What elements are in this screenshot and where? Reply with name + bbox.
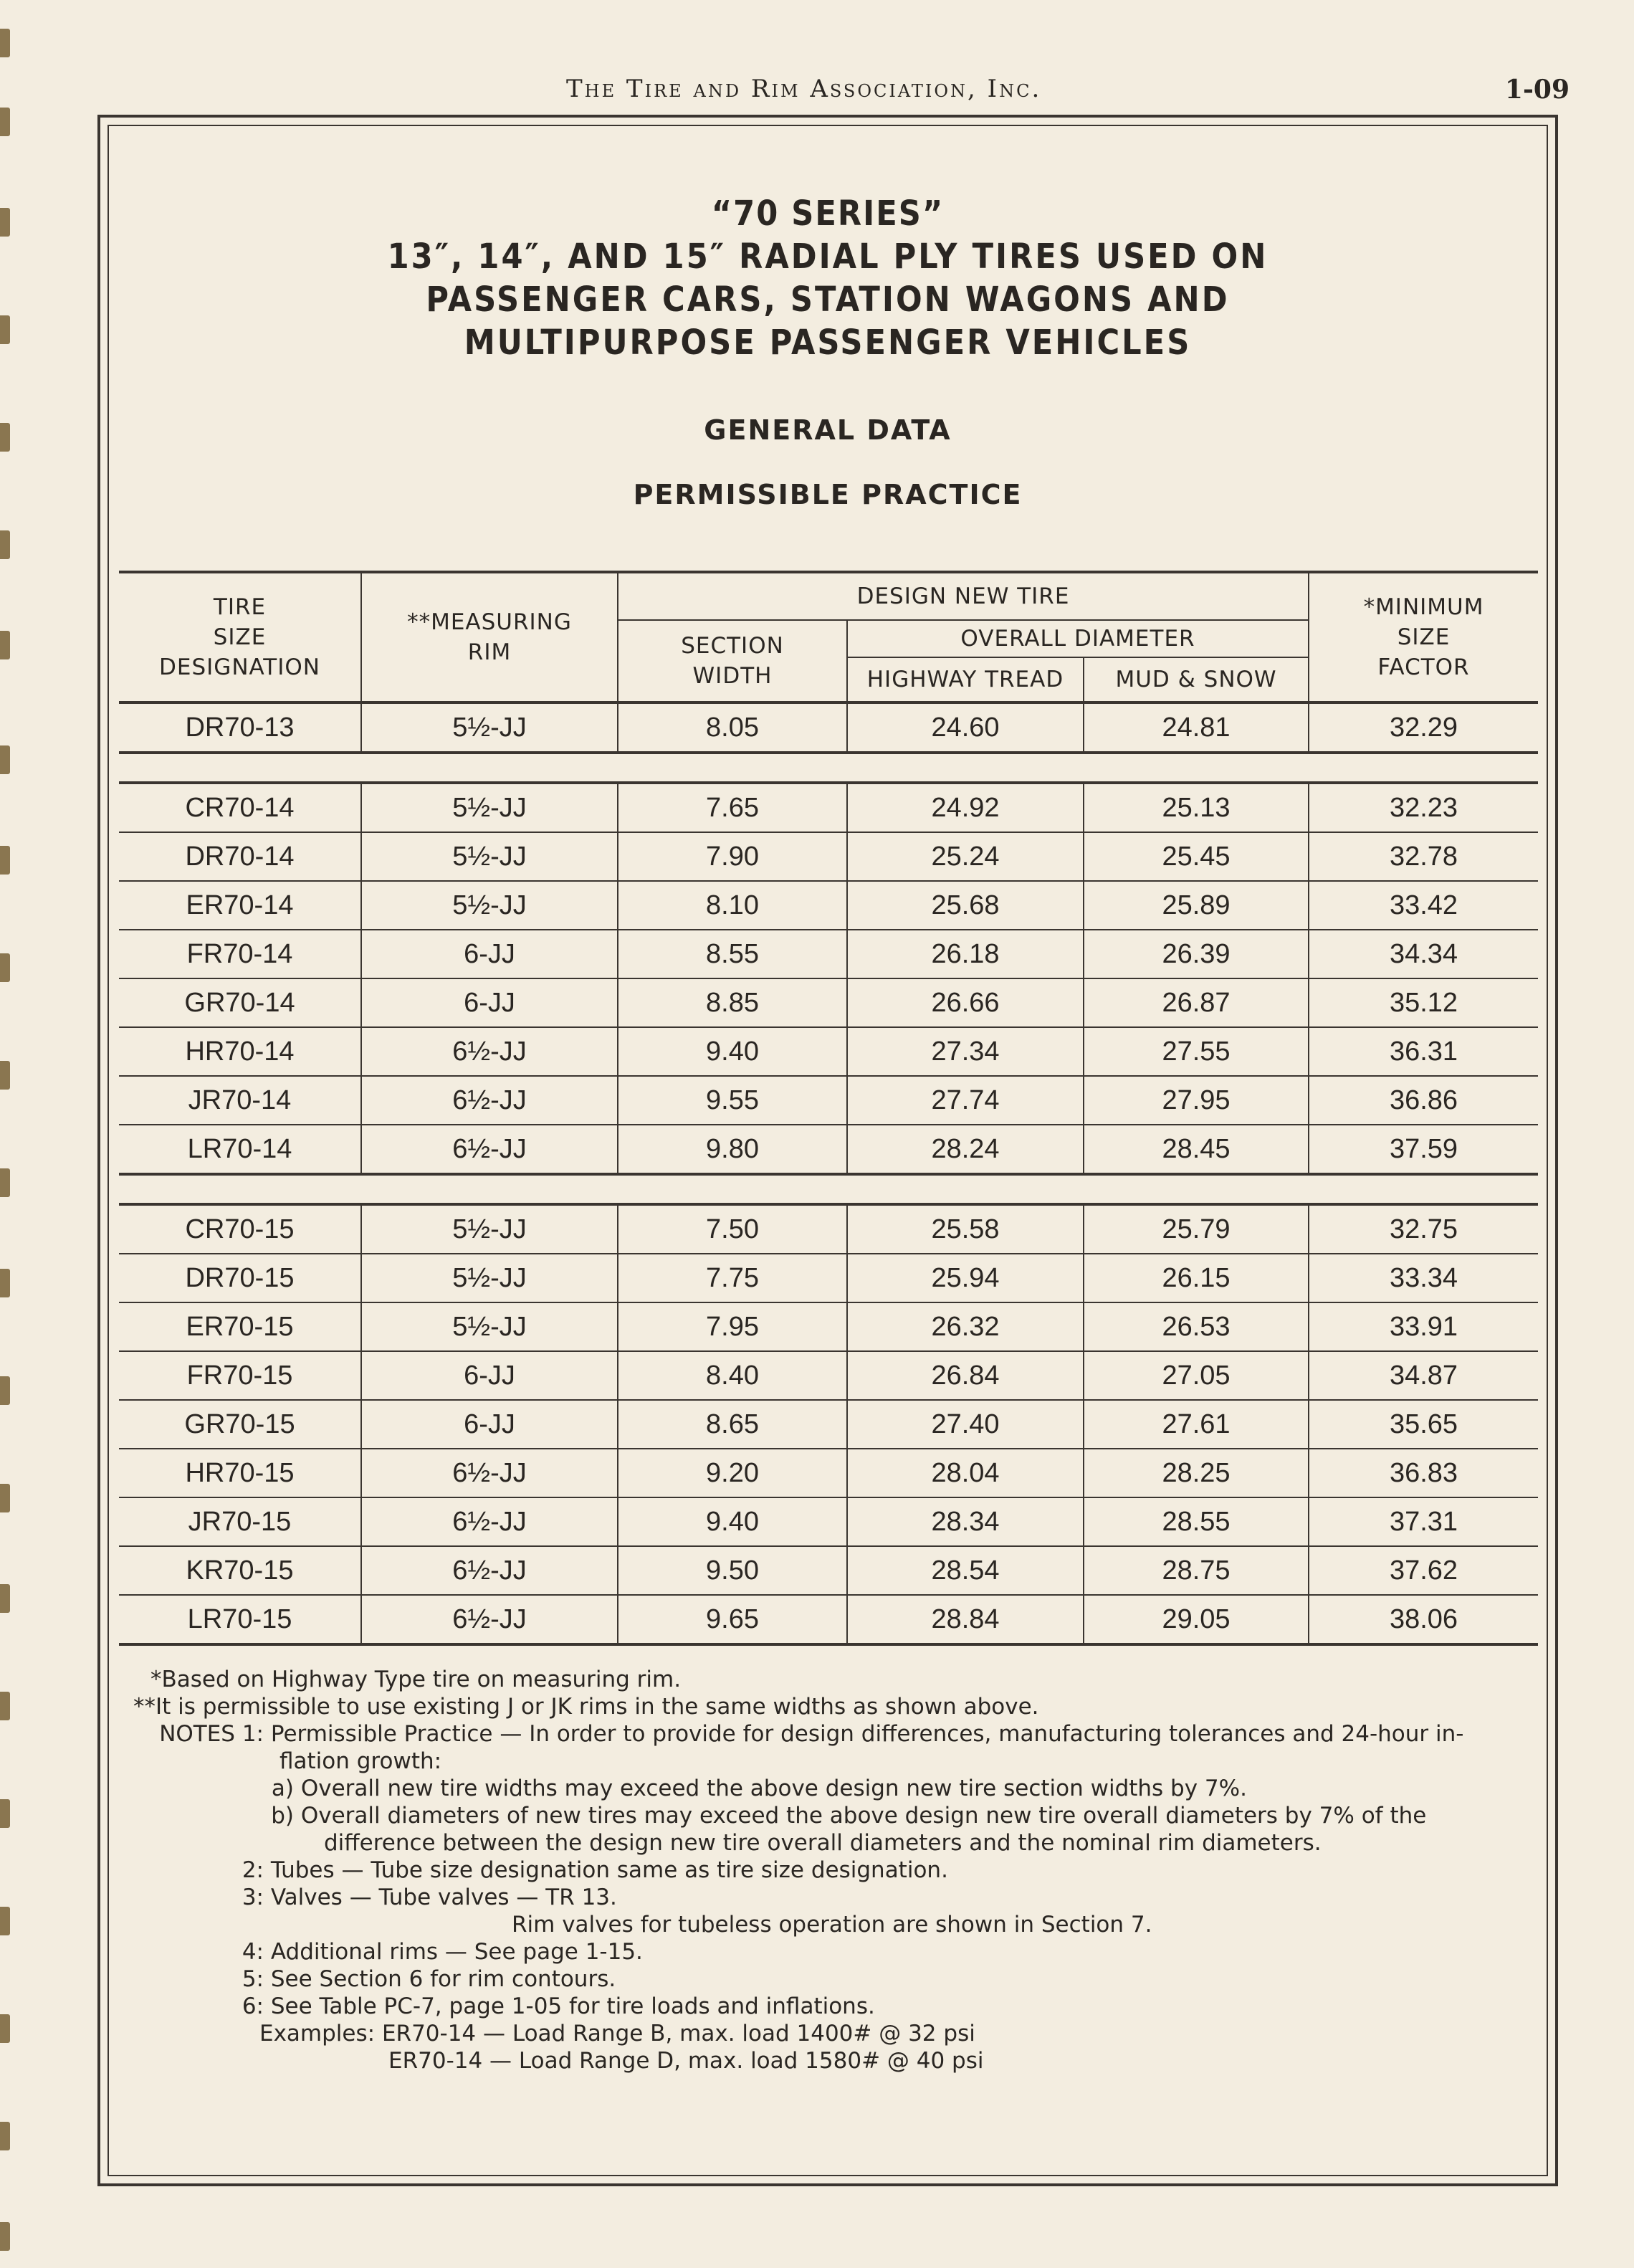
note-6-text: See Table PC-7, page 1-05 for tire loads and inflations. <box>270 1993 875 2019</box>
header-section-width: SECTION WIDTH <box>618 620 847 702</box>
note-6 <box>129 1993 1534 2020</box>
note-footnote-star: *Based on Highway Type tire on measuring rim. <box>150 1667 682 1692</box>
note-1b-text: Overall diameters of new tires may exceed the above design new tire overall diameters by 7% of the <box>300 1803 1427 1829</box>
note-6-example-1: Examples: ER70-14 — Load Range B, max. load 1400# @ 32 psi <box>259 2021 975 2047</box>
table-row <box>119 832 1538 881</box>
cell-highway-tread: 27.74 <box>847 1076 1084 1125</box>
cell-min-size-factor: 37.62 <box>1309 1546 1538 1595</box>
cell-min-size-factor: 35.65 <box>1309 1400 1538 1449</box>
group-separator <box>119 753 1538 783</box>
cell-section-width: 7.90 <box>618 832 847 881</box>
cell-measuring-rim: 5½-JJ <box>361 702 618 753</box>
cell-mud-snow: 26.87 <box>1084 978 1309 1027</box>
table-row <box>119 783 1538 832</box>
cell-section-width: 7.50 <box>618 1204 847 1254</box>
cell-tire-size: GR70-15 <box>119 1400 361 1449</box>
table-row <box>119 1546 1538 1595</box>
cell-highway-tread: 26.66 <box>847 978 1084 1027</box>
table-row <box>119 1595 1538 1644</box>
header-measuring-rim: **MEASURING RIM <box>361 572 618 702</box>
cell-min-size-factor: 36.31 <box>1309 1027 1538 1076</box>
cell-tire-size: ER70-14 <box>119 881 361 930</box>
cell-section-width: 9.65 <box>618 1595 847 1644</box>
cell-mud-snow: 26.15 <box>1084 1254 1309 1302</box>
cell-min-size-factor: 33.34 <box>1309 1254 1538 1302</box>
cell-measuring-rim: 6½-JJ <box>361 1027 618 1076</box>
note-6-label: 6: <box>242 1993 264 2019</box>
cell-highway-tread: 28.84 <box>847 1595 1084 1644</box>
table-row <box>119 1254 1538 1302</box>
cell-highway-tread: 28.54 <box>847 1546 1084 1595</box>
cell-mud-snow: 28.75 <box>1084 1546 1309 1595</box>
header-min-size-factor: *MINIMUM SIZE FACTOR <box>1309 572 1538 702</box>
note-3-label: 3: <box>242 1885 264 1910</box>
cell-tire-size: LR70-15 <box>119 1595 361 1644</box>
cell-min-size-factor: 33.42 <box>1309 881 1538 930</box>
cell-min-size-factor: 38.06 <box>1309 1595 1538 1644</box>
note-3-text-cont: Rim valves for tubeless operation are shown in Section 7. <box>512 1912 1152 1938</box>
cell-mud-snow: 28.55 <box>1084 1497 1309 1546</box>
cell-measuring-rim: 6-JJ <box>361 1351 618 1400</box>
cell-highway-tread: 25.24 <box>847 832 1084 881</box>
cell-section-width: 7.65 <box>618 783 847 832</box>
cell-highway-tread: 28.04 <box>847 1449 1084 1497</box>
note-2 <box>129 1857 1534 1884</box>
cell-tire-size: FR70-15 <box>119 1351 361 1400</box>
page-title <box>108 192 1548 364</box>
table-row <box>119 1302 1538 1351</box>
cell-measuring-rim: 6½-JJ <box>361 1125 618 1174</box>
cell-measuring-rim: 6-JJ <box>361 978 618 1027</box>
cell-tire-size: FR70-14 <box>119 930 361 978</box>
note-4-label: 4: <box>242 1939 264 1965</box>
cell-highway-tread: 24.92 <box>847 783 1084 832</box>
cell-tire-size: JR70-15 <box>119 1497 361 1546</box>
cell-section-width: 8.05 <box>618 702 847 753</box>
cell-mud-snow: 24.81 <box>1084 702 1309 753</box>
cell-measuring-rim: 6½-JJ <box>361 1449 618 1497</box>
note-4-text: Additional rims — See page 1-15. <box>270 1939 643 1965</box>
note-1-label: NOTES 1: <box>159 1721 264 1747</box>
title-line-3: PASSENGER CARS, STATION WAGONS AND <box>426 280 1230 320</box>
cell-mud-snow: 27.95 <box>1084 1076 1309 1125</box>
cell-section-width: 7.75 <box>618 1254 847 1302</box>
title-line-4: MULTIPURPOSE PASSENGER VEHICLES <box>464 323 1192 363</box>
table-row <box>119 1027 1538 1076</box>
note-5-text: See Section 6 for rim contours. <box>270 1966 616 1992</box>
cell-measuring-rim: 5½-JJ <box>361 1302 618 1351</box>
cell-section-width: 7.95 <box>618 1302 847 1351</box>
notes-section <box>129 1666 1534 2074</box>
table-row <box>119 1351 1538 1400</box>
cell-section-width: 9.40 <box>618 1027 847 1076</box>
cell-mud-snow: 25.89 <box>1084 881 1309 930</box>
note-1-text: Permissible Practice — In order to provide for design differences, manufacturing tolerances and 24-hour in- <box>270 1721 1464 1747</box>
cell-section-width: 8.10 <box>618 881 847 930</box>
note-2-label: 2: <box>242 1857 264 1883</box>
page-number: 1-09 <box>1504 75 1570 105</box>
tire-data-table <box>119 571 1538 1646</box>
cell-tire-size: JR70-14 <box>119 1076 361 1125</box>
note-5-label: 5: <box>242 1966 264 1992</box>
note-5 <box>129 1966 1534 1993</box>
header-design-new-tire: DESIGN NEW TIRE <box>618 572 1309 620</box>
spiral-binding <box>0 0 16 2268</box>
note-3 <box>129 1884 1534 1911</box>
title-line-1: “70 SERIES” <box>711 194 945 234</box>
cell-measuring-rim: 6½-JJ <box>361 1497 618 1546</box>
cell-min-size-factor: 35.12 <box>1309 978 1538 1027</box>
note-2-text: Tubes — Tube size designation same as tire size designation. <box>270 1857 948 1883</box>
cell-section-width: 8.65 <box>618 1400 847 1449</box>
cell-min-size-factor: 33.91 <box>1309 1302 1538 1351</box>
note-4 <box>129 1938 1534 1966</box>
cell-highway-tread: 28.34 <box>847 1497 1084 1546</box>
cell-tire-size: GR70-14 <box>119 978 361 1027</box>
cell-mud-snow: 29.05 <box>1084 1595 1309 1644</box>
table-body <box>119 702 1538 1644</box>
subtitle-general-data: GENERAL DATA <box>704 414 952 446</box>
note-6-example-2: ER70-14 — Load Range D, max. load 1580# @ 40 psi <box>388 2048 984 2074</box>
cell-tire-size: CR70-14 <box>119 783 361 832</box>
cell-highway-tread: 26.32 <box>847 1302 1084 1351</box>
running-head <box>0 75 1634 110</box>
note-footnote-double-star: **It is permissible to use existing J or JK rims in the same widths as shown above. <box>133 1694 1039 1720</box>
cell-min-size-factor: 32.75 <box>1309 1204 1538 1254</box>
cell-measuring-rim: 5½-JJ <box>361 1204 618 1254</box>
cell-mud-snow: 27.55 <box>1084 1027 1309 1076</box>
table-row <box>119 1204 1538 1254</box>
cell-measuring-rim: 6-JJ <box>361 1400 618 1449</box>
note-1a-text: Overall new tire widths may exceed the above design new tire section widths by 7%. <box>300 1776 1247 1801</box>
group-separator <box>119 1174 1538 1204</box>
note-1b-text-cont: difference between the design new tire overall diameters and the nominal rim diameters. <box>324 1830 1322 1856</box>
cell-tire-size: DR70-15 <box>119 1254 361 1302</box>
cell-min-size-factor: 34.34 <box>1309 930 1538 978</box>
cell-measuring-rim: 6½-JJ <box>361 1076 618 1125</box>
cell-tire-size: HR70-14 <box>119 1027 361 1076</box>
cell-section-width: 9.40 <box>618 1497 847 1546</box>
cell-mud-snow: 27.61 <box>1084 1400 1309 1449</box>
cell-tire-size: KR70-15 <box>119 1546 361 1595</box>
cell-measuring-rim: 6-JJ <box>361 930 618 978</box>
header-overall-diameter: OVERALL DIAMETER <box>847 620 1309 657</box>
cell-mud-snow: 26.39 <box>1084 930 1309 978</box>
table-row <box>119 1125 1538 1174</box>
table-row <box>119 1497 1538 1546</box>
table-header <box>119 572 1538 702</box>
note-1b <box>129 1802 1534 1829</box>
table-row <box>119 881 1538 930</box>
cell-mud-snow: 27.05 <box>1084 1351 1309 1400</box>
cell-min-size-factor: 32.78 <box>1309 832 1538 881</box>
cell-highway-tread: 27.40 <box>847 1400 1084 1449</box>
note-1b-label: b) <box>271 1803 294 1829</box>
cell-mud-snow: 26.53 <box>1084 1302 1309 1351</box>
cell-section-width: 9.50 <box>618 1546 847 1595</box>
cell-highway-tread: 25.58 <box>847 1204 1084 1254</box>
note-1 <box>129 1720 1534 1748</box>
cell-highway-tread: 27.34 <box>847 1027 1084 1076</box>
cell-measuring-rim: 6½-JJ <box>361 1546 618 1595</box>
header-mud-snow: MUD & SNOW <box>1084 657 1309 702</box>
cell-section-width: 8.40 <box>618 1351 847 1400</box>
table-row <box>119 978 1538 1027</box>
cell-mud-snow: 25.45 <box>1084 832 1309 881</box>
cell-measuring-rim: 5½-JJ <box>361 832 618 881</box>
cell-mud-snow: 25.13 <box>1084 783 1309 832</box>
cell-section-width: 9.55 <box>618 1076 847 1125</box>
table-row <box>119 930 1538 978</box>
cell-section-width: 8.55 <box>618 930 847 978</box>
association-name: The Tire and Rim Association, Inc. <box>566 75 1042 103</box>
cell-highway-tread: 24.60 <box>847 702 1084 753</box>
cell-measuring-rim: 5½-JJ <box>361 1254 618 1302</box>
cell-min-size-factor: 32.23 <box>1309 783 1538 832</box>
cell-min-size-factor: 34.87 <box>1309 1351 1538 1400</box>
cell-mud-snow: 28.25 <box>1084 1449 1309 1497</box>
cell-highway-tread: 26.84 <box>847 1351 1084 1400</box>
cell-section-width: 9.80 <box>618 1125 847 1174</box>
header-tire-size: TIRE SIZE DESIGNATION <box>119 572 361 702</box>
cell-highway-tread: 25.68 <box>847 881 1084 930</box>
cell-highway-tread: 25.94 <box>847 1254 1084 1302</box>
cell-section-width: 9.20 <box>618 1449 847 1497</box>
cell-section-width: 8.85 <box>618 978 847 1027</box>
cell-mud-snow: 28.45 <box>1084 1125 1309 1174</box>
cell-mud-snow: 25.79 <box>1084 1204 1309 1254</box>
note-1a <box>129 1775 1534 1802</box>
cell-min-size-factor: 36.86 <box>1309 1076 1538 1125</box>
cell-measuring-rim: 6½-JJ <box>361 1595 618 1644</box>
title-line-2: 13″, 14″, AND 15″ RADIAL PLY TIRES USED ON <box>387 237 1268 277</box>
cell-min-size-factor: 32.29 <box>1309 702 1538 753</box>
table-row <box>119 1449 1538 1497</box>
note-1-text-cont: flation growth: <box>280 1748 442 1774</box>
cell-tire-size: ER70-15 <box>119 1302 361 1351</box>
cell-highway-tread: 28.24 <box>847 1125 1084 1174</box>
cell-min-size-factor: 37.31 <box>1309 1497 1538 1546</box>
note-3-text: Valves — Tube valves — TR 13. <box>270 1885 617 1910</box>
cell-tire-size: DR70-14 <box>119 832 361 881</box>
cell-min-size-factor: 36.83 <box>1309 1449 1538 1497</box>
cell-tire-size: CR70-15 <box>119 1204 361 1254</box>
cell-highway-tread: 26.18 <box>847 930 1084 978</box>
cell-tire-size: DR70-13 <box>119 702 361 753</box>
table-row <box>119 1076 1538 1125</box>
cell-tire-size: LR70-14 <box>119 1125 361 1174</box>
subtitle-permissible-practice: PERMISSIBLE PRACTICE <box>633 479 1023 510</box>
cell-tire-size: HR70-15 <box>119 1449 361 1497</box>
table-row <box>119 702 1538 753</box>
cell-measuring-rim: 5½-JJ <box>361 783 618 832</box>
header-highway-tread: HIGHWAY TREAD <box>847 657 1084 702</box>
note-1a-label: a) <box>271 1776 294 1801</box>
cell-measuring-rim: 5½-JJ <box>361 881 618 930</box>
table-row <box>119 1400 1538 1449</box>
cell-min-size-factor: 37.59 <box>1309 1125 1538 1174</box>
